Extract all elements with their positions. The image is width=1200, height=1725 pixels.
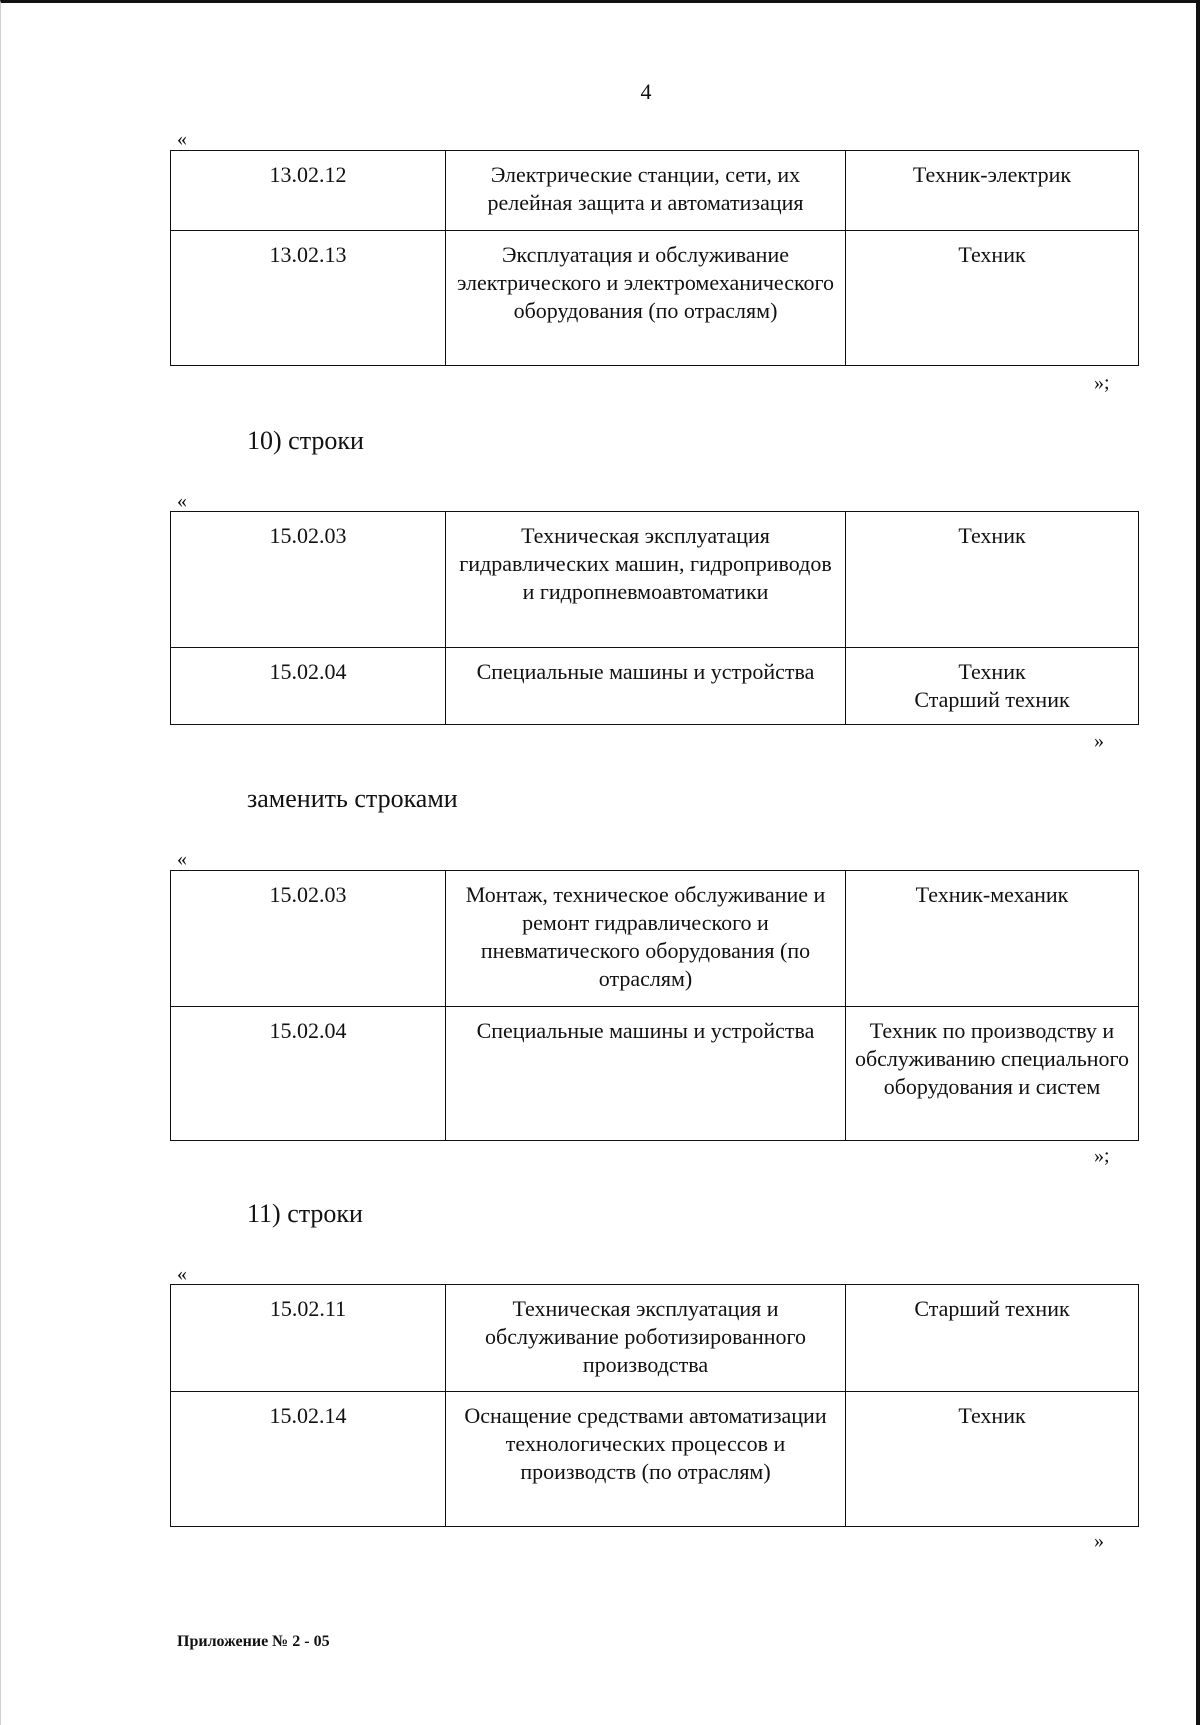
close-quote: » xyxy=(1094,730,1104,752)
close-quote: »; xyxy=(1094,1145,1110,1167)
close-quote: »; xyxy=(1094,372,1110,394)
table-block-4 xyxy=(170,1284,1139,1527)
qualification-cell: Техник xyxy=(846,512,1139,648)
name-cell: Специальные машины и устройства xyxy=(446,1007,846,1141)
qualification-cell: Техник по производству и обслуживанию специального оборудования и систем xyxy=(846,1007,1139,1141)
name-cell: Специальные машины и устройства xyxy=(446,648,846,725)
name-cell: Техническая эксплуатация и обслуживание роботизированного производства xyxy=(446,1285,846,1392)
section-heading: заменить строками xyxy=(247,784,458,813)
code-cell: 15.02.04 xyxy=(171,1007,446,1141)
qualification-cell: Техник Старший техник xyxy=(846,648,1139,725)
table-block-2 xyxy=(170,511,1139,725)
name-cell: Техническая эксплуатация гидравлических машин, гидроприводов и гидропневмоавтоматики xyxy=(446,512,846,648)
table-row xyxy=(171,1007,1139,1141)
code-cell: 13.02.12 xyxy=(171,151,446,231)
table-row xyxy=(171,231,1139,366)
table-block-3 xyxy=(170,870,1139,1141)
page-number: 4 xyxy=(640,79,652,104)
table-row xyxy=(171,151,1139,231)
open-quote: « xyxy=(177,1263,187,1285)
name-cell: Эксплуатация и обслуживание электрического и электромеханического оборудования (по отраслям) xyxy=(446,231,846,366)
name-cell: Монтаж, техническое обслуживание и ремонт гидравлического и пневматического оборудования (по отраслям) xyxy=(446,871,846,1007)
name-cell: Оснащение средствами автоматизации технологических процессов и производств (по отраслям) xyxy=(446,1392,846,1527)
section-heading: 10) строки xyxy=(247,426,364,455)
table-row xyxy=(171,1392,1139,1527)
table-block-1 xyxy=(170,150,1139,366)
section-heading: 11) строки xyxy=(247,1199,363,1228)
qualification-cell: Техник xyxy=(846,231,1139,366)
code-cell: 15.02.03 xyxy=(171,871,446,1007)
close-quote: » xyxy=(1094,1530,1104,1552)
table-row xyxy=(171,648,1139,725)
open-quote: « xyxy=(177,128,187,150)
code-cell: 15.02.11 xyxy=(171,1285,446,1392)
qualification-cell: Техник xyxy=(846,1392,1139,1527)
qualification-cell: Техник-электрик xyxy=(846,151,1139,231)
qualification-cell: Старший техник xyxy=(846,1285,1139,1392)
qualification-cell: Техник-механик xyxy=(846,871,1139,1007)
code-cell: 15.02.03 xyxy=(171,512,446,648)
open-quote: « xyxy=(177,490,187,512)
table-row xyxy=(171,1285,1139,1392)
footer-appendix-label: Приложение № 2 - 05 xyxy=(177,1633,330,1650)
code-cell: 13.02.13 xyxy=(171,231,446,366)
name-cell: Электрические станции, сети, их релейная защита и автоматизация xyxy=(446,151,846,231)
code-cell: 15.02.14 xyxy=(171,1392,446,1527)
table-row xyxy=(171,512,1139,648)
open-quote: « xyxy=(177,848,187,870)
table-row xyxy=(171,871,1139,1007)
code-cell: 15.02.04 xyxy=(171,648,446,725)
